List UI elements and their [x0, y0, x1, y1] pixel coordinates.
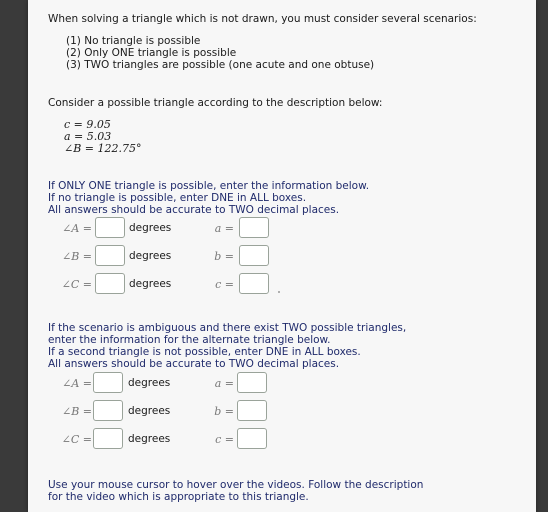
footer-line-1: Use your mouse cursor to hover over the videos. Follow the description	[48, 479, 424, 491]
given-c: c = 9.05	[64, 118, 111, 131]
s1-side-c-input[interactable]	[239, 273, 269, 294]
s1-side-a-input[interactable]	[239, 217, 269, 238]
section1-line-3: All answers should be accurate to TWO decimal places.	[48, 204, 340, 216]
s2-angle-a-unit: degrees	[128, 377, 171, 389]
given-angle-b: ∠B = 122.75°	[64, 142, 142, 155]
s1-angle-b-input[interactable]	[95, 245, 125, 266]
given-a: a = 5.03	[64, 130, 112, 143]
s2-side-a-input[interactable]	[237, 372, 267, 393]
s2-angle-c-label: ∠C =	[61, 433, 92, 446]
s2-angle-a-input[interactable]	[93, 372, 123, 393]
s2-angle-b-unit: degrees	[128, 405, 171, 417]
s1-angle-a-unit: degrees	[129, 222, 172, 234]
s1-angle-a-input[interactable]	[95, 217, 125, 238]
s1-side-c-label: c =	[215, 278, 234, 291]
s1-side-a-label: a =	[214, 222, 234, 235]
section2-line-2: enter the information for the alternate triangle below.	[48, 334, 331, 346]
scenario-2: (2) Only ONE triangle is possible	[66, 47, 237, 59]
s1-angle-c-unit: degrees	[129, 278, 172, 290]
s2-angle-a-label: ∠A =	[62, 377, 92, 390]
s1-side-b-label: b =	[214, 250, 234, 263]
s2-side-b-input[interactable]	[237, 400, 267, 421]
scenario-1: (1) No triangle is possible	[66, 35, 201, 47]
s2-angle-b-label: ∠B =	[61, 405, 92, 418]
section1-line-1: If ONLY ONE triangle is possible, enter the information below.	[48, 180, 370, 192]
s2-angle-c-unit: degrees	[128, 433, 171, 445]
s1-side-b-input[interactable]	[239, 245, 269, 266]
s2-side-b-label: b =	[214, 405, 234, 418]
s2-side-a-label: a =	[214, 377, 234, 390]
s2-side-c-label: c =	[215, 433, 234, 446]
consider-text: Consider a possible triangle according to the description below:	[48, 97, 383, 109]
scenario-3: (3) TWO triangles are possible (one acute and one obtuse)	[66, 59, 375, 71]
worksheet-page	[28, 0, 536, 512]
s1-angle-a-label: ∠A =	[62, 222, 92, 235]
section2-line-4: All answers should be accurate to TWO decimal places.	[48, 358, 340, 370]
footer-line-2: for the video which is appropriate to this triangle.	[48, 491, 309, 503]
s1-angle-b-label: ∠B =	[61, 250, 92, 263]
s2-side-c-input[interactable]	[237, 428, 267, 449]
s1-angle-c-label: ∠C =	[61, 278, 92, 291]
section2-line-1: If the scenario is ambiguous and there exist TWO possible triangles,	[48, 322, 407, 334]
section2-line-3: If a second triangle is not possible, enter DNE in ALL boxes.	[48, 346, 361, 358]
intro-text: When solving a triangle which is not drawn, you must consider several scenarios:	[48, 13, 477, 25]
s1-angle-b-unit: degrees	[129, 250, 172, 262]
section1-line-2: If no triangle is possible, enter DNE in ALL boxes.	[48, 192, 307, 204]
s2-angle-b-input[interactable]	[93, 400, 123, 421]
s2-angle-c-input[interactable]	[93, 428, 123, 449]
stray-dot	[278, 291, 280, 293]
s1-angle-c-input[interactable]	[95, 273, 125, 294]
